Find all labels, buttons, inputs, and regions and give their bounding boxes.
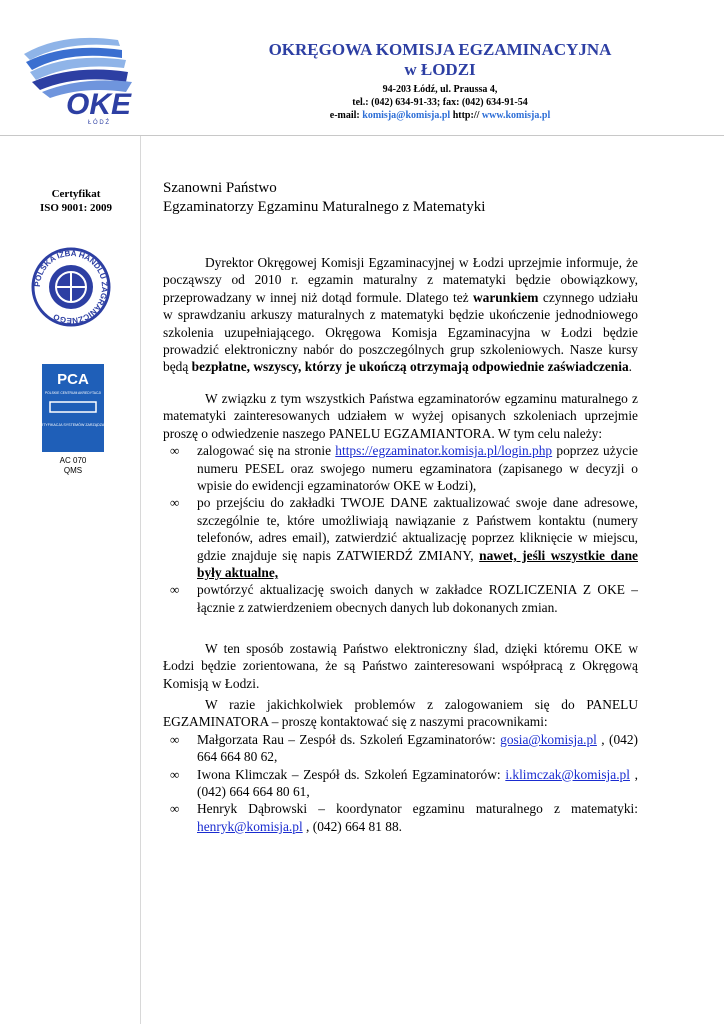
org-website-link[interactable]: www.komisja.pl: [481, 110, 551, 121]
instructions-text: W związku z tym wszystkich Państwa egzaminatorów egzaminu maturalnego z matematyki zainteresowanych udziałem w wyżej opisanych szkoleniach uprzejmie proszę o odwiedzenie naszego PANELU EGZAMIANTORA. W tym celu należy:: [163, 391, 638, 441]
intro-bold-free: bezpłatne, wszyscy, którzy je ukończą otrzymają odpowiednie zaświadczenia: [191, 359, 629, 375]
paragraph-trace: [163, 640, 638, 692]
contact-item: ∞ Henryk Dąbrowski – koordynator egzaminu maturalnego z matematyki: henryk@komisja.pl , (042) 664 81 88.: [170, 801, 638, 834]
bullet-symbol: ∞: [170, 582, 180, 598]
list-item: ∞ po przejściu do zakładki TWOJE DANE zaktualizować swoje dane adresowe, szczególnie te, które umożliwiają nawiązanie z Państwem kontaktu (numery telefonów, adres email), zatwierdzić aktualizację poprzez kliknięcie w miejscu, gdzie znajduje się napis ZATWIERDŹ ZMIANY, nawet, jeśli wszystkie dane były aktualne,: [170, 495, 638, 581]
email-link-gosia[interactable]: gosia@komisja.pl: [500, 731, 597, 747]
pca-subtitle: POLSKIE CENTRUM AKREDYTACJI: [44, 391, 102, 395]
org-title-line1: OKRĘGOWA KOMISJA EGZAMINACYJNA: [268, 40, 612, 59]
contact-list: [163, 731, 638, 835]
org-email-link[interactable]: komisja@komisja.pl: [362, 110, 451, 121]
bullet-symbol: ∞: [170, 801, 180, 817]
logo-sub: Ł Ó D Ź: [88, 120, 110, 126]
bullet-symbol: ∞: [170, 443, 180, 459]
pca-cert: CERTYFIKACJA SYSTEMÓW ZARZĄDZANIA: [35, 423, 111, 427]
pih-seal: [30, 246, 112, 328]
bullet-symbol: ∞: [170, 495, 180, 511]
org-phone: tel.: (042) 634-91-33; fax: (042) 634-91-54: [352, 97, 528, 108]
pca-badge: [35, 364, 111, 476]
pca-qms: QMS: [63, 466, 83, 475]
org-title-line2: w ŁODZI: [404, 60, 476, 79]
bullet-symbol: ∞: [170, 731, 180, 747]
intro-text-a: Dyrektor Okręgowej Komisji Egzaminacyjnej w Łodzi uprzejmie informuje, że począwszy od 2010 r. egzamin maturalny z matematyki będzie obowiązkowy, przeprowadzany w innej niż dotąd formule. Dlatego też: [163, 255, 638, 305]
org-contact: [200, 109, 680, 122]
pih-seal-text: POLSKA IZBA HANDLU ZAGRANICZNEGO: [32, 248, 110, 326]
paragraph-contacts: [163, 696, 638, 835]
intro-text-b: czynnego udziału w sprawdzaniu arkuszy maturalnych z matematyki będzie ukończenie jednodniowego szkolenia uzupełniającego. Okręgowa Komisja Egzaminacyjna w Łodzi będzie prowadzić elektroniczny nabór do poszczególnych grup szkoleniowych. Nasze kursy będą: [163, 289, 638, 375]
paragraph-instructions: [163, 390, 638, 616]
paragraph-intro: [163, 254, 638, 376]
list-item: ∞ zalogować się na stronie https://egzaminator.komisja.pl/login.php poprzez użycie numeru PESEL oraz swojego numeru egzaminatora (zapisanego w decyzji o wpisie do ewidencji egzaminatorów OKE w Łodzi),: [170, 443, 638, 494]
list-item: ∞ powtórzyć aktualizację swoich danych w zakładce ROZLICZENIA Z OKE – łącznie z zatwierdzeniem obecnych danych lub dokonanych zmian.: [170, 582, 638, 615]
cert-value: ISO 9001: 2009: [39, 202, 113, 214]
salutation-line2: Egzaminatorzy Egzaminu Maturalnego z Matematyki: [163, 199, 486, 215]
login-link[interactable]: https://egzaminator.komisja.pl/login.php: [335, 443, 553, 459]
http-label: http://: [452, 110, 482, 121]
contact-item: ∞ Iwona Klimczak – Zespół ds. Szkoleń Egzaminatorów: i.klimczak@komisja.pl , (042) 664 664 80 61,: [170, 766, 638, 800]
email-label: e-mail:: [329, 110, 363, 121]
bold-note: nawet, jeśli wszystkie dane były aktualne,: [197, 547, 638, 581]
cert-title: Certyfikat: [51, 188, 101, 200]
intro-end: .: [628, 359, 633, 375]
salutation-line1: Szanowni Państwo: [163, 180, 277, 196]
org-address: 94-203 Łódź, ul. Praussa 4,: [382, 84, 498, 95]
pca-code: AC 070: [59, 456, 87, 465]
email-link-henryk[interactable]: henryk@komisja.pl: [197, 818, 303, 834]
bullet-symbol: ∞: [170, 766, 180, 782]
trace-text: W ten sposób zostawią Państwo elektroniczny ślad, dzięki któremu OKE w Łodzi będzie zorientowana, że są Państwo zainteresowani współpracą z Okręgową Komisją w Łodzi.: [163, 641, 638, 691]
email-link-klimczak[interactable]: i.klimczak@komisja.pl: [505, 766, 630, 782]
pca-title: PCA: [57, 371, 89, 388]
intro-bold-condition: warunkiem: [472, 289, 539, 305]
sidebar-divider: [140, 136, 141, 1024]
oke-logo: [22, 32, 150, 126]
contact-item: ∞ Małgorzata Rau – Zespół ds. Szkoleń Egzaminatorów: gosia@komisja.pl , (042) 664 664 80 62,: [170, 731, 638, 765]
contacts-intro: W razie jakichkolwiek problemów z zalogowaniem się do PANELU EGZAMINATORA – proszę kontaktować się z naszymi pracownikami:: [163, 697, 638, 730]
instruction-list: [163, 442, 638, 616]
logo-text: OKE: [66, 88, 132, 121]
header-divider: [0, 135, 724, 136]
